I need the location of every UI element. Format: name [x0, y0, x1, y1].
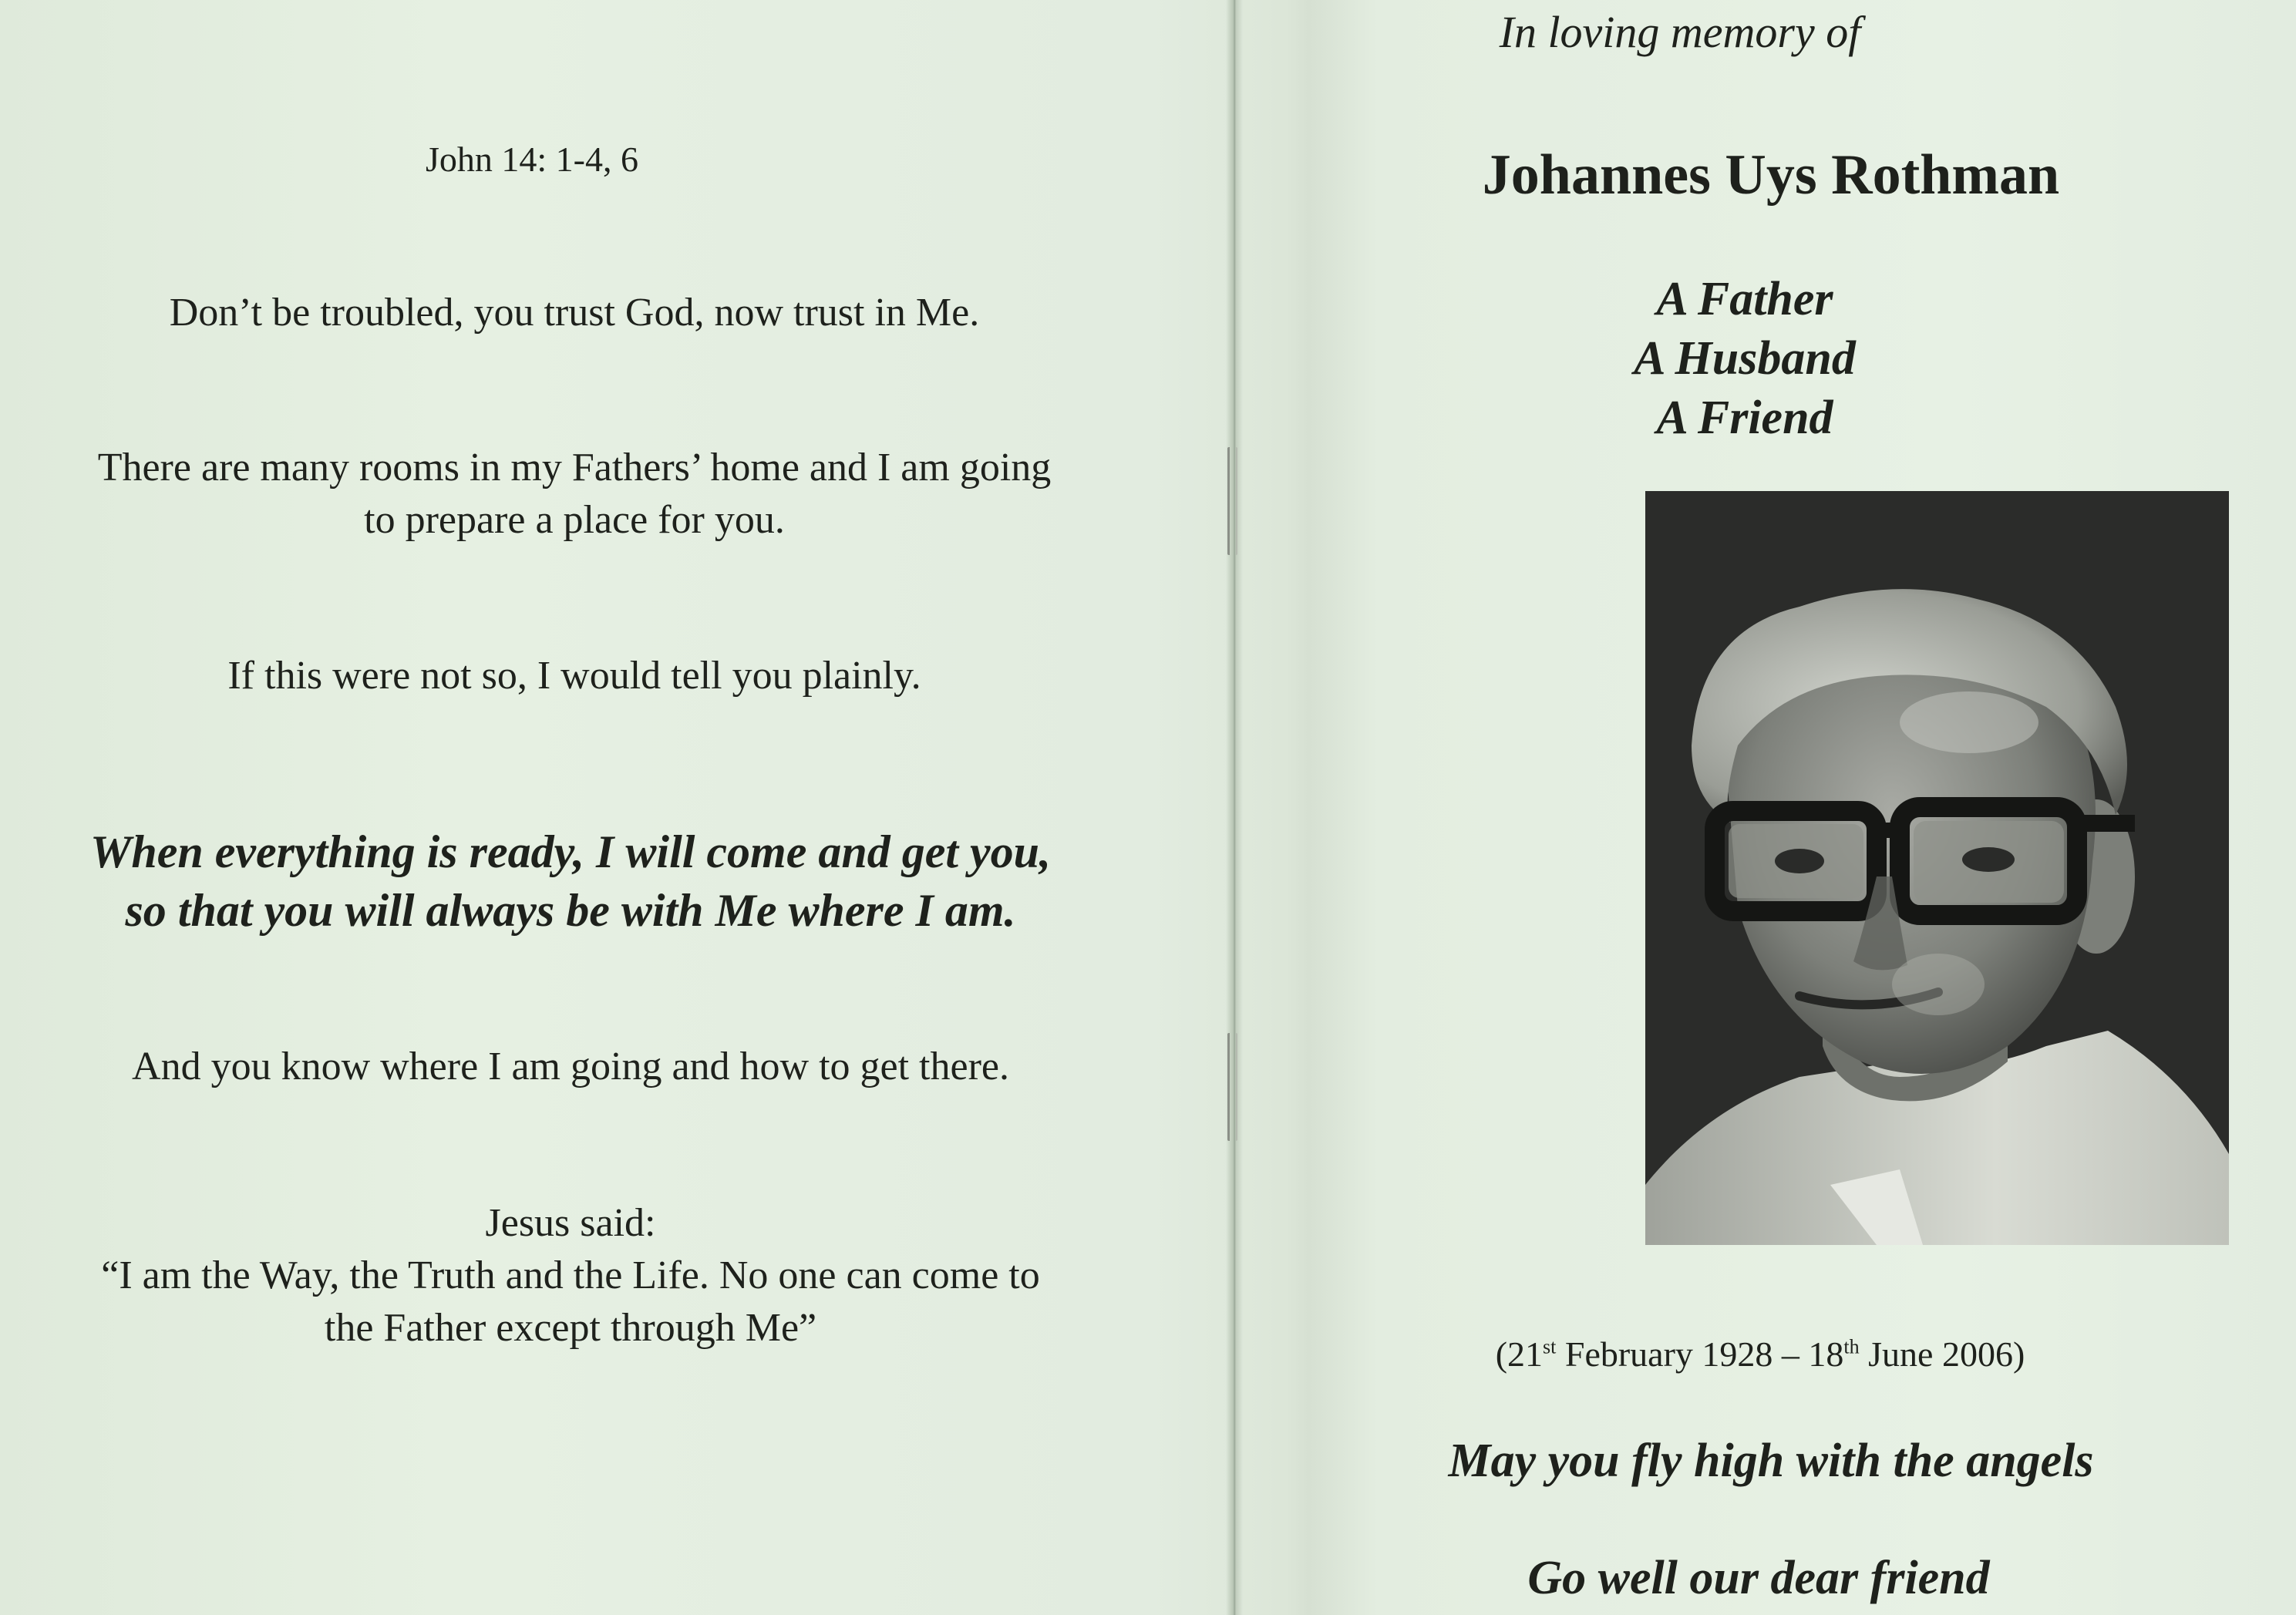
role-father: A Father [1656, 273, 1833, 325]
dates-close: June 2006) [1859, 1334, 2025, 1374]
verse-4-emphasis [0, 823, 1183, 940]
verse-4-line-2: so that you will always be with Me where I am. [125, 885, 1016, 936]
dates-sup-2: th [1843, 1335, 1860, 1358]
portrait-illustration [1645, 491, 2229, 1245]
scripture-reference: John 14: 1-4, 6 [426, 140, 638, 179]
life-dates [1229, 1334, 2291, 1374]
right-page [1234, 0, 2296, 1615]
deceased-name: Johannes Uys Rothman [1482, 143, 2060, 207]
verse-2-line-1: There are many rooms in my Fathers’ home and I am going [97, 446, 1052, 490]
role-friend: A Friend [1656, 392, 1833, 444]
verse-6-line-3: the Father except through Me” [324, 1306, 817, 1350]
verse-6-line-1: Jesus said: [485, 1201, 656, 1245]
dates-mid: February 1928 – 18 [1556, 1334, 1844, 1374]
verse-2 [0, 442, 1187, 547]
farewell-line-2: Go well our dear friend [1527, 1552, 1990, 1604]
verse-6 [0, 1197, 1183, 1354]
memory-heading: In loving memory of [1499, 7, 1861, 57]
verse-6-line-2: “I am the Way, the Truth and the Life. No one can come to [101, 1253, 1040, 1297]
portrait-photo [1645, 491, 2229, 1245]
verse-5: And you know where I am going and how to get there. [132, 1045, 1009, 1088]
verse-4-line-1: When everything is ready, I will come and get you, [89, 826, 1052, 877]
verse-3: If this were not so, I would tell you plainly. [227, 654, 921, 698]
verse-2-line-2: to prepare a place for you. [364, 498, 785, 542]
verse-1: Don’t be troubled, you trust God, now trust in Me. [169, 291, 980, 335]
role-husband: A Husband [1634, 332, 1856, 385]
dates-open: (21 [1495, 1334, 1544, 1374]
farewell-line-1: May you fly high with the angels [1448, 1435, 2094, 1487]
roles-list [1214, 270, 2276, 448]
dates-sup-1: st [1543, 1335, 1557, 1358]
